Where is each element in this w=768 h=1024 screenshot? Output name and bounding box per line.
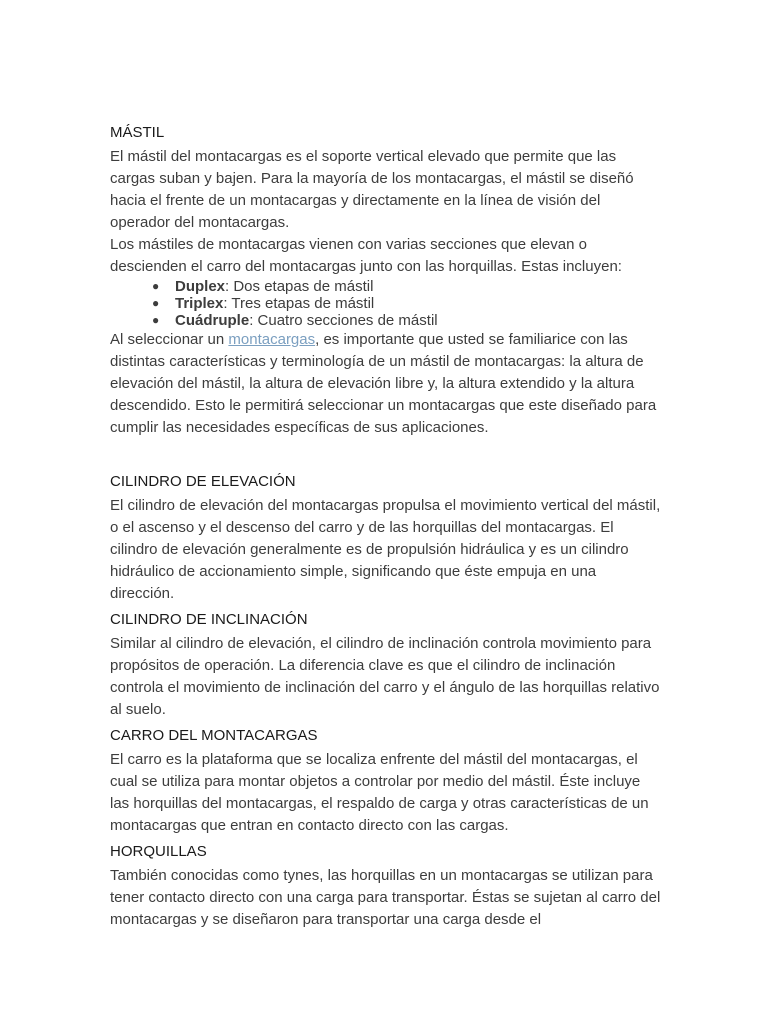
list-item-term: Triplex xyxy=(175,295,224,312)
section-heading-cilindro-elevacion: CILINDRO DE ELEVACIÓN xyxy=(110,473,296,490)
list-item xyxy=(152,295,662,312)
list-item-desc: : Cuatro secciones de mástil xyxy=(249,312,438,329)
bullet-icon: ● xyxy=(152,296,160,310)
horquillas-paragraph: También conocidas como tynes, las horquillas en un montacargas se utilizan para tener contacto directo con una carga para transportar. Éstas se sujetan al carro del montacargas y se diseñaron para transportar una carga desde el xyxy=(110,867,661,928)
list-item xyxy=(152,278,662,295)
list-item-desc: : Dos etapas de mástil xyxy=(225,278,374,295)
section-heading-mastil: MÁSTIL xyxy=(110,124,165,141)
mastil-paragraph-1: El mástil del montacargas es el soporte vertical elevado que permite que las cargas suban y bajen. Para la mayoría de los montacargas, el mástil se diseñó hacia el frente de un montacargas y directamente en la línea de visión del operador del montacargas. xyxy=(110,148,634,231)
section-heading-cilindro-inclinacion: CILINDRO DE INCLINACIÓN xyxy=(110,611,308,628)
list-item xyxy=(152,312,662,329)
mast-types-list xyxy=(110,278,662,329)
section-heading-horquillas: HORQUILLAS xyxy=(110,843,207,860)
cilindro-inclinacion-paragraph: Similar al cilindro de elevación, el cilindro de inclinación controla movimiento para propósitos de operación. La diferencia clave es que el cilindro de inclinación controla el movimiento de inclinación del carro y el ángulo de las horquillas relativo al suelo. xyxy=(110,635,660,718)
carro-paragraph: El carro es la plataforma que se localiza enfrente del mástil del montacargas, el cual se utiliza para montar objetos a controlar por medio del mástil. Éste incluye las horquillas del montacargas, el respaldo de carga y otras características de un montacargas que entran en contacto directo con las cargas. xyxy=(110,751,649,834)
mastil-paragraph-2: Los mástiles de montacargas vienen con varias secciones que elevan o descienden el carro del montacargas junto con las horquillas. Estas incluyen: xyxy=(110,236,622,275)
section-heading-carro: CARRO DEL MONTACARGAS xyxy=(110,727,318,744)
mastil-paragraph-3 xyxy=(110,329,662,439)
document-page xyxy=(110,123,662,931)
list-item-term: Cuádruple xyxy=(175,312,250,329)
paragraph-text: Al seleccionar un xyxy=(110,331,229,348)
cilindro-elevacion-paragraph: El cilindro de elevación del montacargas propulsa el movimiento vertical del mástil, o el ascenso y el descenso del carro y de las horquillas del montacargas. El cilindro de elevación generalmente es de propulsión hidráulica y es un cilindro hidráulico de accionamiento simple, significando que éste empuja en una dirección. xyxy=(110,497,661,602)
paragraph-text: , es importante que usted se familiarice con las distintas características y terminología de un mástil de montacargas: la altura de elevación del mástil, la altura de elevación libre y, la altura extendido y la altura descendido. Esto le permitirá seleccionar un montacargas que este diseñado para cumplir las necesidades específicas de sus aplicaciones. xyxy=(110,331,657,436)
list-item-desc: : Tres etapas de mástil xyxy=(223,295,375,312)
montacargas-link[interactable]: montacargas xyxy=(228,331,316,348)
bullet-icon: ● xyxy=(152,279,160,293)
list-item-term: Duplex xyxy=(175,278,226,295)
bullet-icon: ● xyxy=(152,313,160,327)
